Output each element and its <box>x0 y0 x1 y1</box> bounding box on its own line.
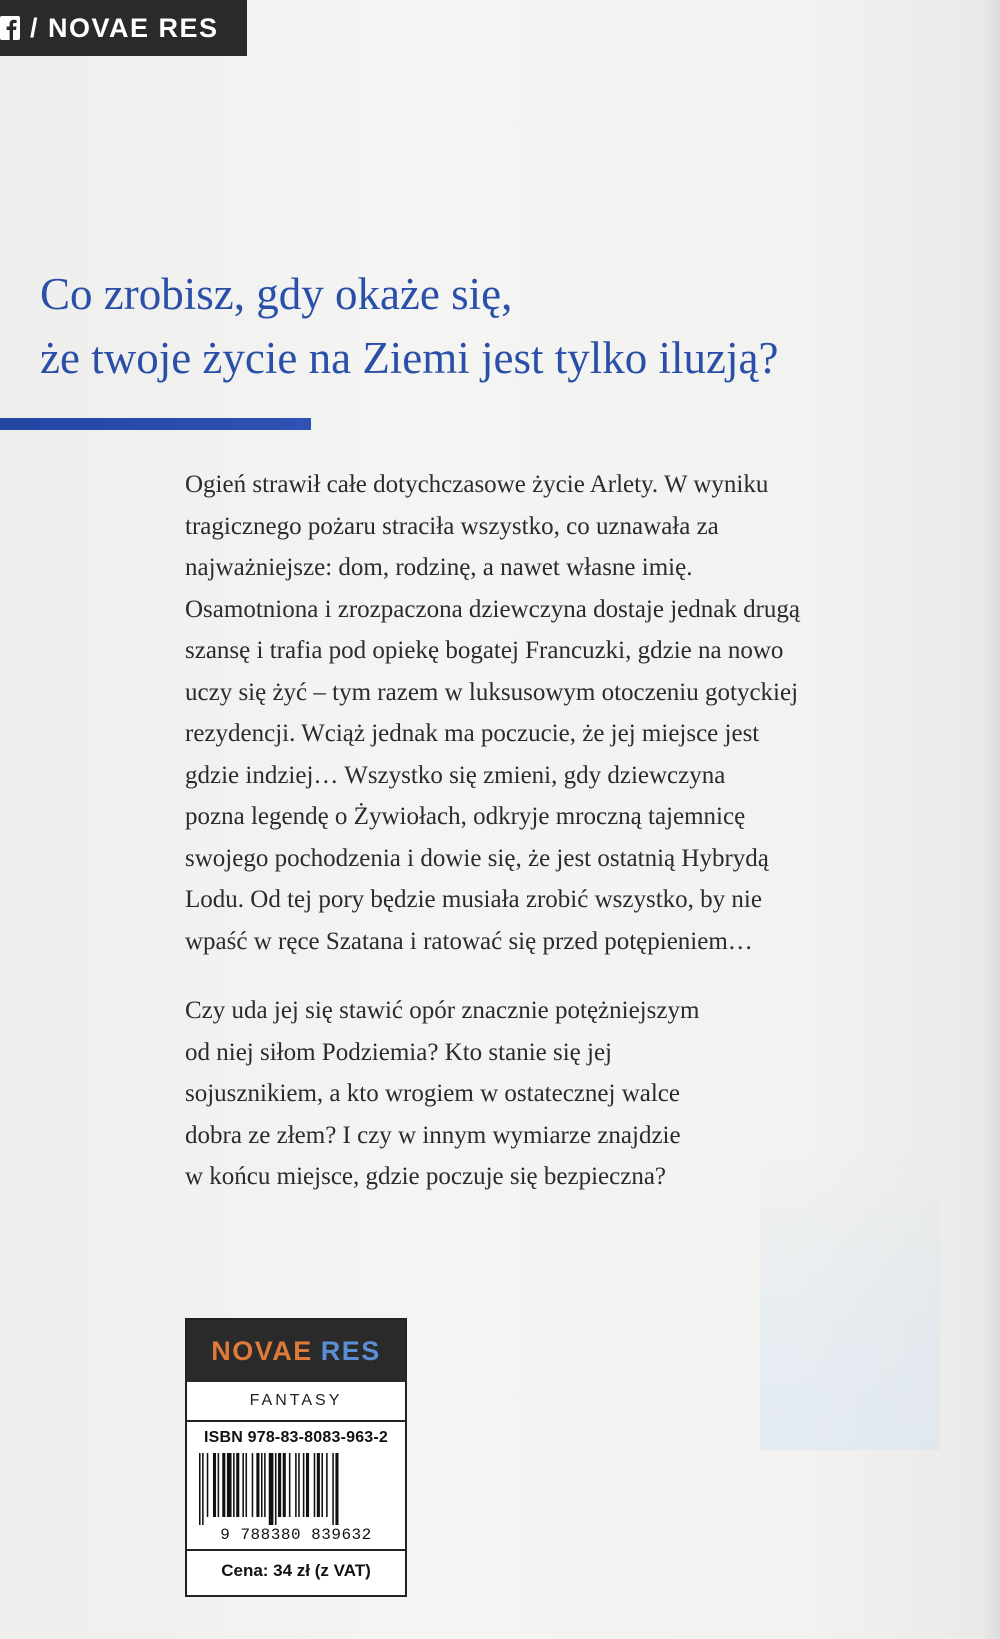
barcode-bar <box>332 1453 334 1525</box>
blurb-line: tragicznego pożaru straciła wszystko, co uznawała za <box>185 512 719 540</box>
barcode-bar <box>213 1453 216 1517</box>
barcode-bar <box>242 1453 244 1517</box>
barcode-bar <box>233 1453 235 1517</box>
barcode-bar <box>269 1453 274 1525</box>
barcode-bar <box>298 1453 300 1517</box>
barcode-bar <box>317 1453 320 1517</box>
faint-background-mark <box>760 1150 940 1450</box>
barcode-bar <box>261 1453 263 1517</box>
barcode-bar <box>264 1453 266 1517</box>
barcode-bar <box>335 1453 338 1525</box>
headline-line-2: że twoje życie na Ziemi jest tylko iluzją? <box>40 333 779 383</box>
facebook-banner[interactable] <box>0 0 247 56</box>
facebook-icon <box>0 15 20 41</box>
blurb-line: Lodu. Od tej pory będzie musiała zrobić wszystko, by nie <box>185 886 762 913</box>
headline <box>40 262 940 390</box>
facebook-banner-label: / NOVAE RES <box>30 12 219 43</box>
barcode-bar <box>326 1453 328 1517</box>
publisher-box <box>185 1318 407 1597</box>
blurb-line: najważniejsze: dom, rodzinę, a nawet własne imię. <box>185 554 693 581</box>
isbn-text: ISBN 978-83-8083-963-2 <box>203 1429 389 1446</box>
barcode-bar <box>321 1453 323 1517</box>
publisher-logo <box>187 1320 405 1382</box>
blurb-line: Czy uda jej się stawić opór znacznie potężniejszym <box>185 997 700 1024</box>
blurb-line: szansę i trafia pod opiekę bogatej Francuzki, gdzie na nowo <box>185 637 784 664</box>
barcode-bar <box>246 1453 248 1517</box>
blurb-line: sojusznikiem, a kto wrogiem w ostatecznej walce <box>185 1080 680 1107</box>
blurb-line: rezydencji. Wciąż jednak ma poczucie, że jej miejsce jest <box>185 720 760 747</box>
barcode-bar <box>278 1453 281 1517</box>
publisher-name-res: RES <box>320 1335 381 1366</box>
barcode-bar <box>202 1453 204 1525</box>
headline-line-1: Co zrobisz, gdy okaże się, <box>40 269 513 319</box>
blurb-line: dobra ze złem? I czy w innym wymiarze znajdzie <box>185 1121 681 1149</box>
genre-label: FANTASY <box>187 1382 405 1422</box>
barcode-bar <box>275 1453 277 1525</box>
blurb-line: wpaść w ręce Szatana i ratować się przed potępieniem… <box>185 927 753 955</box>
barcode-bar <box>199 1453 201 1525</box>
barcode-bar <box>303 1453 305 1517</box>
blurb-line: swojego pochodzenia i dowie się, że jest ostatnią Hybrydą <box>185 844 769 872</box>
price-label: Cena: 34 zł (z VAT) <box>221 1561 371 1580</box>
blurb-line: uczy się żyć – tym razem w luksusowym otoczeniu gotyckiej <box>185 678 799 706</box>
barcode-bar <box>222 1453 225 1517</box>
barcode-bar <box>207 1453 209 1517</box>
barcode-area <box>187 1422 405 1551</box>
barcode-bar <box>227 1453 232 1517</box>
barcode-icon <box>197 1453 391 1525</box>
barcode-bar <box>314 1453 316 1517</box>
blurb-line: Osamotniona i zrozpaczona dziewczyna dostaje jednak drugą <box>185 595 801 623</box>
publisher-name-novae: NOVAE <box>211 1335 313 1366</box>
blurb-line: w końcu miejsce, gdzie poczuje się bezpieczna? <box>185 1163 667 1190</box>
barcode-bar <box>306 1453 309 1517</box>
blue-divider-rule <box>0 418 311 430</box>
barcode-bar <box>218 1453 220 1517</box>
barcode-bar <box>252 1453 254 1517</box>
blurb-line: Ogień strawił całe dotychczasowe życie Arlety. W wyniku <box>185 471 769 498</box>
barcode-digits: 9 788380 839632 <box>220 1526 372 1544</box>
barcode-bar <box>283 1453 286 1517</box>
barcode-bar <box>289 1453 291 1517</box>
blurb-line: pozna legendę o Żywiołach, odkryje mroczną tajemnicę <box>185 803 746 830</box>
barcode-bar <box>295 1453 297 1517</box>
blurb-line: od niej siłom Podziemia? Kto stanie się jej <box>185 1038 613 1066</box>
barcode-bar <box>236 1453 239 1517</box>
blurb-line: gdzie indziej… Wszystko się zmieni, gdy dziewczyna <box>185 761 726 789</box>
blurb-paragraph-1 <box>185 464 875 962</box>
barcode-bar <box>256 1453 259 1517</box>
